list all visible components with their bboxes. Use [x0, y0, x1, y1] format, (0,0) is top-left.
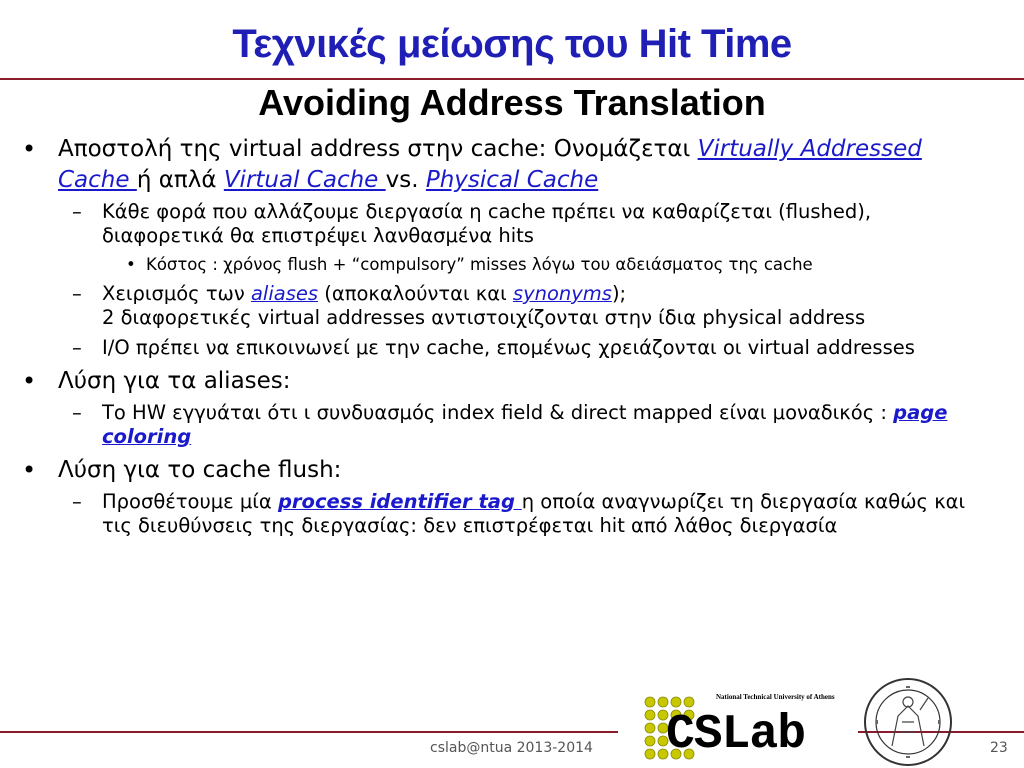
bullet-dot-icon: •: [22, 135, 37, 163]
bullet-virtual-address: • Αποστολή της virtual address στην cache: Ονομάζεται Virtually Addressed Cache ή απλά Virtual Cache vs. Physical Cache: [22, 135, 922, 193]
footer-text: cslab@ntua 2013-2014: [430, 740, 593, 756]
dash-icon: –: [72, 200, 82, 223]
link-process-identifier-tag[interactable]: process identifier tag: [277, 490, 522, 513]
slide-subtitle: Avoiding Address Translation: [258, 82, 766, 123]
title-divider: [0, 78, 1024, 80]
subbullet-aliases: – Χειρισμός των aliases (αποκαλούνται και synonyms); 2 διαφορετικές virtual addresses αντιστοιχίζονται στην ίδια physical address: [72, 282, 866, 329]
logo-tagline: National Technical University of Athens: [716, 693, 835, 701]
bullet-dot-icon: •: [126, 255, 136, 274]
link-aliases[interactable]: aliases: [250, 282, 319, 305]
link-physical-cache[interactable]: Physical Cache: [425, 167, 599, 193]
bullet-dot-icon: •: [22, 456, 37, 484]
link-synonyms[interactable]: synonyms: [512, 282, 612, 305]
subsubbullet-cost: • Κόστος : χρόνος flush + “compulsory” misses λόγω του αδειάσματος της cache: [126, 255, 813, 274]
subbullet-io: – I/O πρέπει να επικοινωνεί με την cache, επομένως χρειάζονται οι virtual addresses: [72, 336, 915, 359]
dash-icon: –: [72, 490, 82, 513]
subbullet-process-tag: – Προσθέτουμε μία process identifier tag η οποία αναγνωρίζει τη διεργασία καθώς και τις διευθύνσεις της διεργασίας: δεν επιστρέφεται hit από λάθος διεργασία: [72, 490, 966, 537]
link-virtually-addressed-cache[interactable]: Virtually Addressed Cache: [58, 136, 922, 193]
link-virtual-cache[interactable]: Virtual Cache: [223, 167, 386, 193]
ntua-seal-icon: [862, 676, 954, 768]
dash-icon: –: [72, 401, 82, 424]
bullet-flush-solution: • Λύση για το cache flush:: [22, 456, 342, 484]
slide-body: [0, 134, 1024, 544]
logo-wordmark: CSLab: [666, 708, 806, 762]
bullet-aliases-solution: • Λύση για τα aliases:: [22, 367, 291, 395]
link-page-coloring[interactable]: page coloring: [102, 401, 948, 448]
slide-title: Τεχνικές μείωσης του Hit Time: [232, 22, 792, 66]
subbullet-page-coloring: – Το HW εγγυάται ότι ι συνδυασμός index field & direct mapped είναι μοναδικός : page coloring: [72, 401, 948, 448]
bullet-dot-icon: •: [22, 367, 37, 395]
subbullet-flush: – Κάθε φορά που αλλάζουμε διεργασία η cache πρέπει να καθαρίζεται (flushed), διαφορετικά θα επιστρέψει λανθασμένα hits: [72, 200, 872, 247]
dash-icon: –: [72, 336, 82, 359]
dash-icon: –: [72, 282, 82, 305]
page-number: 23: [990, 740, 1008, 756]
footer-divider-left: [0, 731, 618, 733]
